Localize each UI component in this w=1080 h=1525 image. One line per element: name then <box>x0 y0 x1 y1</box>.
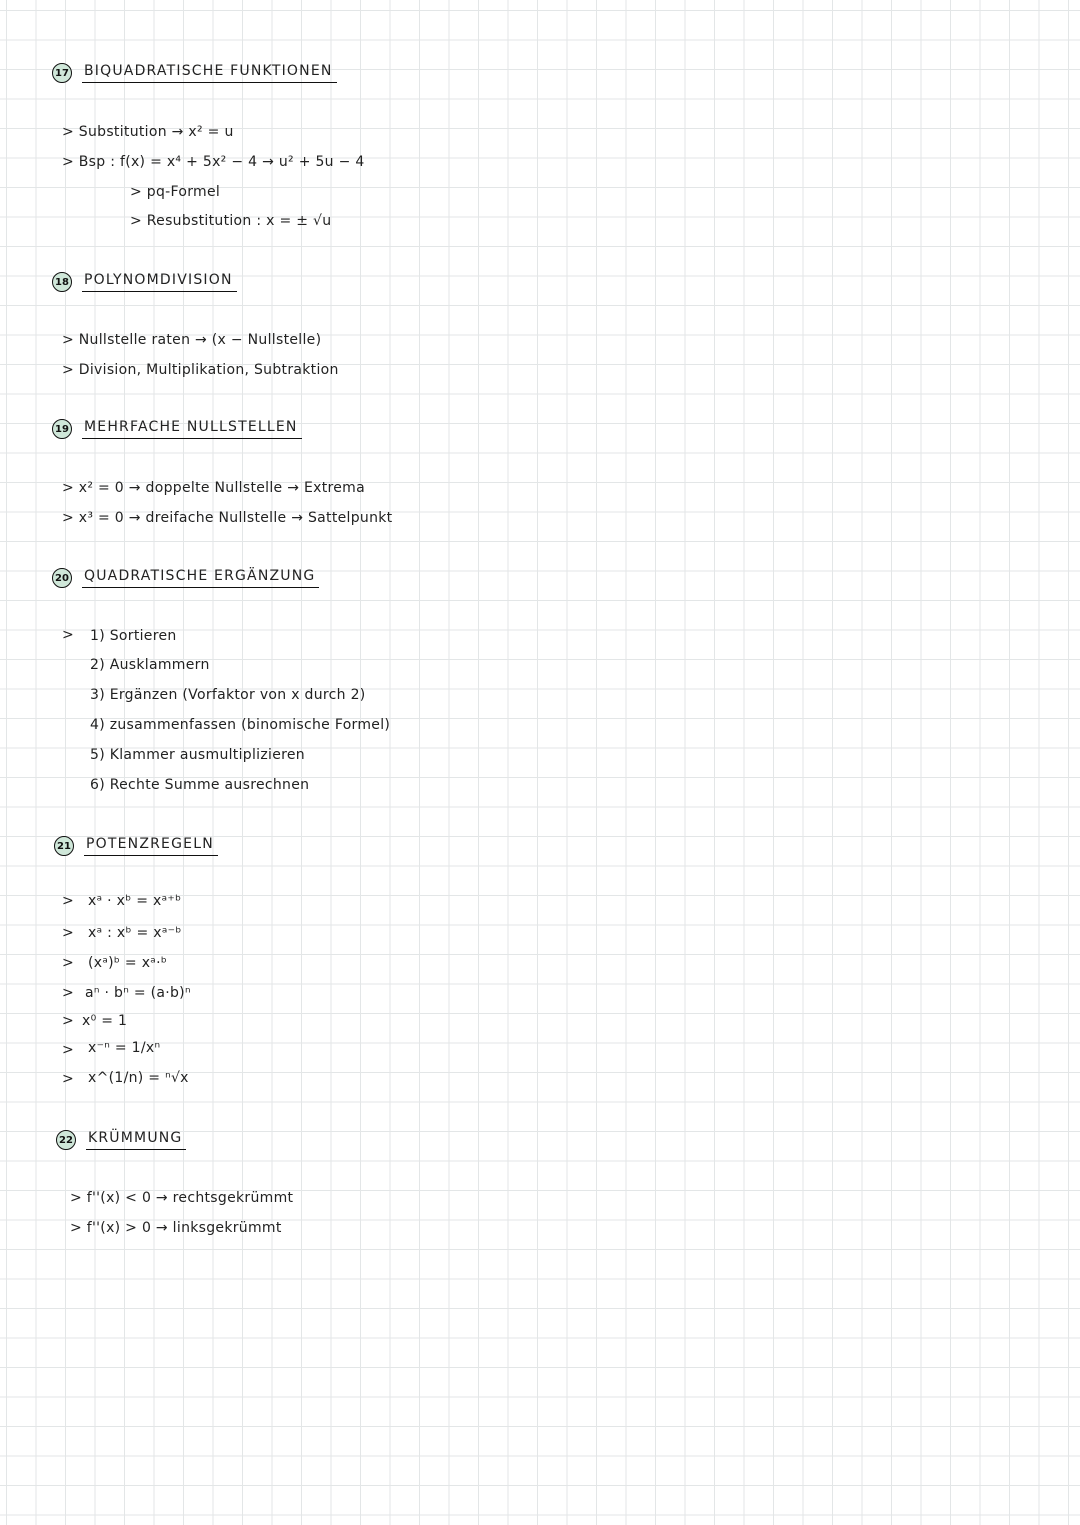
step-item: 3) Ergänzen (Vorfaktor von x durch 2) <box>90 687 366 703</box>
section-number-badge: 22 <box>56 1130 76 1150</box>
bullet-arrow: > <box>62 1071 74 1087</box>
note-line: > Division, Multiplikation, Subtraktion <box>62 362 339 378</box>
section-18-heading <box>52 272 237 292</box>
section-number-badge: 17 <box>52 63 72 83</box>
section-title: BIQUADRATISCHE FUNKTIONEN <box>82 63 337 83</box>
bullet-arrow: > <box>62 1042 74 1058</box>
bullet-arrow: > <box>62 955 74 971</box>
section-title: QUADRATISCHE ERGÄNZUNG <box>82 568 319 588</box>
power-rule: xᵃ · xᵇ = xᵃ⁺ᵇ <box>88 893 182 909</box>
note-line: > Bsp : f(x) = x⁴ + 5x² − 4 → u² + 5u − 4 <box>62 154 365 170</box>
section-title: POLYNOMDIVISION <box>82 272 237 292</box>
power-rule: aⁿ · bⁿ = (a·b)ⁿ <box>85 985 191 1001</box>
section-title: KRÜMMUNG <box>86 1130 186 1150</box>
section-22-heading <box>56 1130 186 1150</box>
section-21-heading <box>54 836 218 856</box>
power-rule: x^(1/n) = ⁿ√x <box>88 1070 189 1086</box>
section-number-badge: 21 <box>54 836 74 856</box>
section-20-heading <box>52 568 319 588</box>
step-item: 6) Rechte Summe ausrechnen <box>90 777 310 793</box>
section-17-heading <box>52 63 337 83</box>
note-line: > Nullstelle raten → (x − Nullstelle) <box>62 332 322 348</box>
note-line: > Resubstitution : x = ± √u <box>130 213 332 229</box>
note-line: > f''(x) < 0 → rechtsgekrümmt <box>70 1190 294 1206</box>
section-number-badge: 19 <box>52 419 72 439</box>
note-line: > x² = 0 → doppelte Nullstelle → Extrema <box>62 480 365 496</box>
section-number-badge: 18 <box>52 272 72 292</box>
note-line: > f''(x) > 0 → linksgekrümmt <box>70 1220 282 1236</box>
note-line: > x³ = 0 → dreifache Nullstelle → Sattelpunkt <box>62 510 393 526</box>
power-rule: x⁻ⁿ = 1/xⁿ <box>88 1040 161 1056</box>
note-line: > Substitution → x² = u <box>62 124 234 140</box>
note-line: > pq-Formel <box>130 184 221 200</box>
step-item: 2) Ausklammern <box>90 657 210 673</box>
power-rule: xᵃ : xᵇ = xᵃ⁻ᵇ <box>88 925 182 941</box>
step-item: 1) Sortieren <box>90 628 177 644</box>
bullet-arrow: > <box>62 925 74 941</box>
power-rule: x⁰ = 1 <box>82 1013 128 1029</box>
section-number-badge: 20 <box>52 568 72 588</box>
section-title: POTENZREGELN <box>84 836 218 856</box>
bullet-arrow: > <box>62 985 74 1001</box>
section-title: MEHRFACHE NULLSTELLEN <box>82 419 302 439</box>
step-item: 5) Klammer ausmultiplizieren <box>90 747 305 763</box>
step-item: 4) zusammenfassen (binomische Formel) <box>90 717 391 733</box>
bullet-arrow: > <box>62 1013 74 1029</box>
section-19-heading <box>52 419 302 439</box>
power-rule: (xᵃ)ᵇ = xᵃ·ᵇ <box>88 955 168 971</box>
bullet-arrow: > <box>62 893 74 909</box>
bullet-arrow: > <box>62 627 74 643</box>
